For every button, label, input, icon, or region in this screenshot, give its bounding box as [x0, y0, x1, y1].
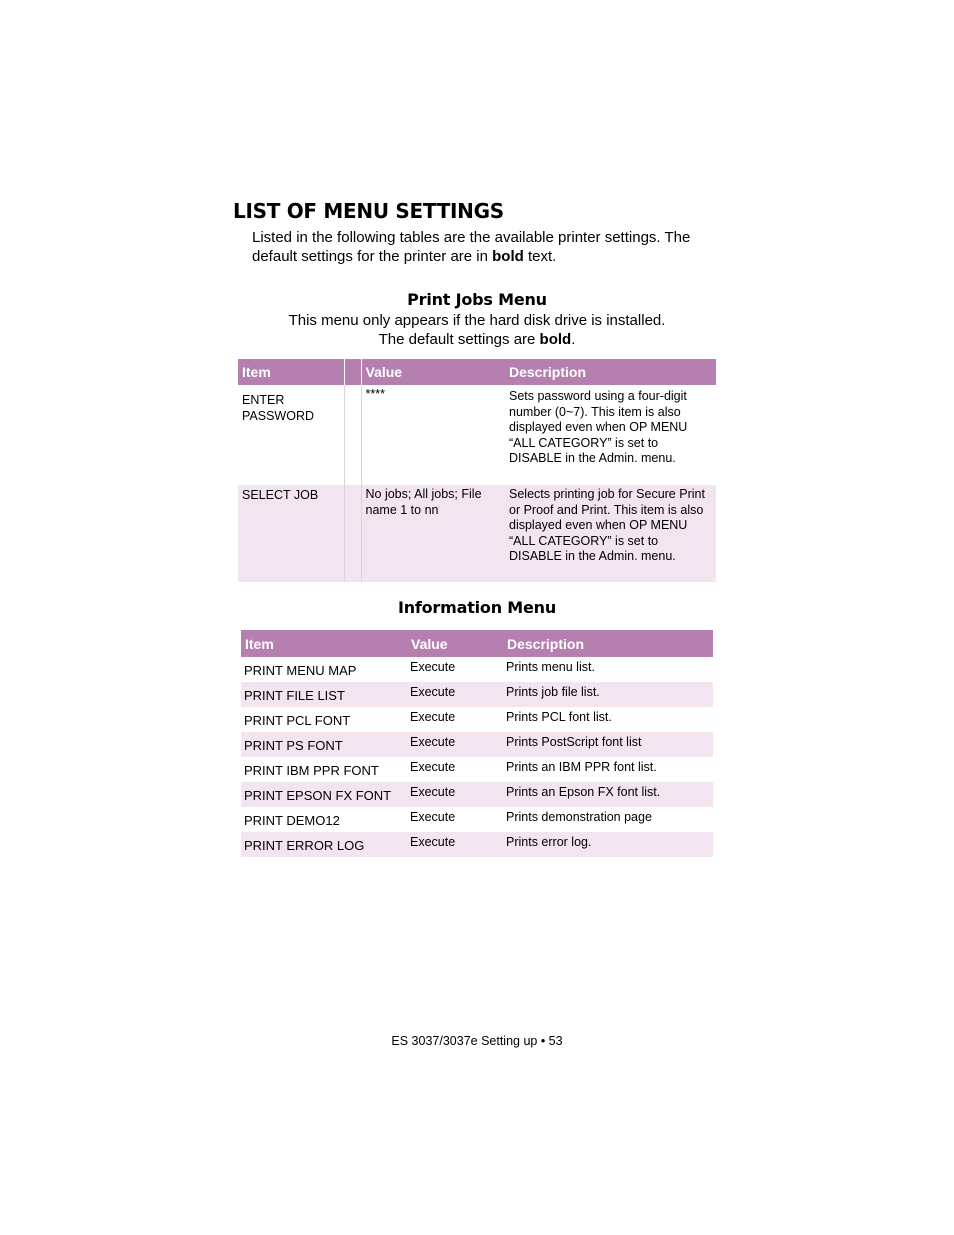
cell-description: Prints PCL font list.: [506, 710, 612, 724]
page-footer: ES 3037/3037e Setting up • 53: [391, 1034, 563, 1048]
header-description: Description: [503, 630, 713, 657]
cell-description: Prints an Epson FX font list.: [503, 782, 713, 807]
information-table: [241, 630, 713, 857]
cell-item: PRINT PCL FONT: [244, 713, 351, 728]
print-jobs-heading: Print Jobs Menu: [407, 290, 547, 309]
header-item: Item: [241, 630, 407, 657]
cell-value: Execute: [407, 682, 503, 707]
cell-value: Execute: [410, 760, 456, 774]
table-row: [241, 657, 713, 682]
cell-spacer: [344, 385, 361, 485]
table-row: [241, 732, 713, 757]
cell-value: Execute: [410, 710, 456, 724]
header-spacer: [344, 359, 361, 385]
intro-text: Listed in the following tables are the available printer settings. The default settings for the printer are in: [252, 229, 691, 265]
note-text-end: .: [571, 331, 576, 348]
cell-item: PRINT FILE LIST: [241, 682, 407, 707]
table-row: [241, 807, 713, 832]
cell-item: PRINT DEMO12: [244, 813, 340, 828]
table-row: [241, 707, 713, 732]
cell-item: PRINT PS FONT: [241, 732, 407, 757]
cell-value: Execute: [410, 660, 456, 674]
cell-value: Execute: [410, 810, 456, 824]
information-heading: Information Menu: [397, 598, 557, 617]
table-row: [241, 782, 713, 807]
table-row: [241, 757, 713, 782]
cell-spacer: [344, 485, 361, 582]
cell-value: Execute: [407, 782, 503, 807]
intro-bold: bold: [492, 248, 524, 265]
cell-value: No jobs; All jobs; File name 1 to nn: [361, 485, 505, 582]
header-value: Value: [407, 630, 503, 657]
table-row: [238, 385, 716, 485]
cell-item: PRINT EPSON FX FONT: [241, 782, 407, 807]
cell-value: Execute: [407, 732, 503, 757]
cell-description: Sets password using a four-digit number (0~7). This item is also displayed even when OP MENU “ALL CATEGORY” is set to DISABLE in the Admin. menu.: [505, 385, 716, 485]
cell-description: Prints job file list.: [503, 682, 713, 707]
intro-paragraph: [252, 228, 722, 266]
cell-item: SELECT JOB: [238, 485, 344, 582]
table-row: [238, 485, 716, 582]
header-description: Description: [505, 359, 716, 385]
print-jobs-table: [238, 359, 717, 582]
header-item: Item: [238, 359, 344, 385]
page-title: LIST OF MENU SETTINGS: [233, 199, 504, 223]
table-row: [241, 832, 713, 857]
cell-item: PRINT ERROR LOG: [241, 832, 407, 857]
cell-value: Execute: [407, 832, 503, 857]
cell-description: Prints an IBM PPR font list.: [506, 760, 657, 774]
cell-description: Prints PostScript font list: [503, 732, 713, 757]
note-bold: bold: [539, 331, 572, 348]
table-header-row: [238, 359, 716, 385]
cell-description: Prints error log.: [503, 832, 713, 857]
print-jobs-note-2: [0, 330, 954, 349]
cell-description: Prints demonstration page: [506, 810, 652, 824]
table-row: [241, 682, 713, 707]
cell-item: PRINT IBM PPR FONT: [244, 763, 379, 778]
intro-text-end: text.: [523, 248, 557, 265]
header-value: Value: [361, 359, 505, 385]
note-text: The default settings are: [378, 331, 540, 348]
cell-item: PRINT MENU MAP: [244, 663, 357, 678]
cell-description: Selects printing job for Secure Print or Proof and Print. This item is also displayed even when OP MENU “ALL CATEGORY” is set to DISABLE in the Admin. menu.: [505, 485, 716, 582]
cell-item: ENTER PASSWORD: [238, 385, 344, 485]
print-jobs-note-1: This menu only appears if the hard disk drive is installed.: [288, 312, 666, 329]
cell-description: Prints menu list.: [506, 660, 595, 674]
cell-value: ****: [361, 385, 505, 485]
table-header-row: [241, 630, 713, 657]
